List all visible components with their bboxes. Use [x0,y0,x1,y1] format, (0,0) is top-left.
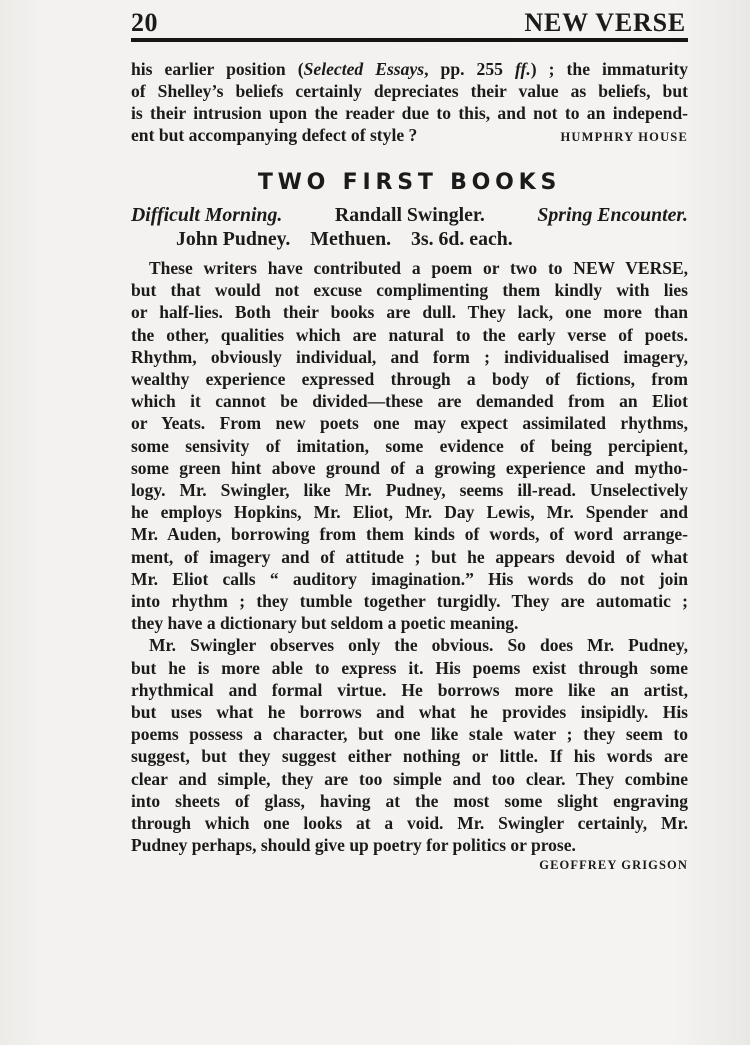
price: 3s. 6d. each. [411,228,513,250]
previous-article-line: his earlier position (Selected Essays, pp. 255 ff.) ; the immaturity [131,59,689,79]
review-line: logy. Mr. Swingler, like Mr. Pudney, seems ill-read. Unselectively [131,480,688,501]
review-line: Mr. Swingler observes only the obvious. So does Mr. Pudney, [149,635,688,656]
review-line: some sensivity of imitation, some evidence of being percipient, [131,435,688,456]
book-two-author: John Pudney. [176,228,291,250]
review-author: GEOFFREY GRIGSON [539,858,688,872]
review-line: ment, of imagery and of attitude ; but he appears devoid of what [131,546,688,567]
previous-article-author: HUMPHRY HOUSE [560,130,688,144]
review-body [131,257,688,856]
review-paragraph [131,634,688,856]
book-one-author: Randall Swingler. [334,204,485,226]
review-line: Pudney perhaps, should give up poetry for politics or prose. [131,835,576,856]
review-line: poems possess a character, but one like stale water ; they seem to [131,724,688,745]
header-rule [131,38,688,42]
review-line: but he is more able to express it. His poems exist through some [131,657,688,678]
review-line: wealthy experience expressed through a body of fictions, from [131,369,688,390]
review-line: rhythmical and formal virtue. He borrows more like an artist, [131,679,688,700]
journal-title: NEW VERSE [524,8,686,37]
review-line: they have a dictionary but seldom a poetic meaning. [131,613,519,634]
book-details [131,203,688,251]
book-one-title: Difficult Morning. [131,204,283,226]
previous-article-ending [131,58,688,148]
review-line: Rhythm, obviously individual, and form ; individualised imagery, [131,346,688,367]
page-header [131,6,688,40]
review-line: or half-lies. Both their books are dull. They lack, one more than [131,302,688,323]
review-line: but that would not excuse complimenting them kindly with lies [131,280,688,301]
review-line: but uses what he borrows and what he provides insipidly. His [131,702,688,723]
review-line: which it cannot be divided—these are demanded from an Eliot [131,391,688,412]
book-details-line [131,227,688,251]
review-line: into rhythm ; they tumble together turgidly. They are automatic ; [131,591,688,612]
previous-article-line: ent but accompanying defect of style ? [131,125,418,145]
book-details-line [131,203,688,227]
review-line: the other, qualities which are natural to the early verse of poets. [131,324,688,345]
book-two-title: Spring Encounter. [537,204,688,226]
review-line: Mr. Auden, borrowing from them kinds of words, of word arrange- [131,524,688,545]
section-heading: TWO FIRST BOOKS [257,170,562,195]
publisher: Methuen. [310,228,392,250]
review-line: he employs Hopkins, Mr. Eliot, Mr. Day Lewis, Mr. Spender and [131,502,688,523]
review-line: Mr. Eliot calls “ auditory imagination.” His words do not join [131,568,688,589]
review-line: or Yeats. From new poets one may expect assimilated rhythms, [131,413,688,434]
review-line: through which one looks at a void. Mr. Swingler certainly, Mr. [131,813,688,834]
previous-article-line: is their intrusion upon the reader due to this, and not to an independ- [131,103,688,123]
previous-article-line: of Shelley’s beliefs certainly depreciates their value as beliefs, but [131,81,688,101]
review-line: some green hint above ground of a growing experience and mytho- [131,457,688,478]
review-paragraph [131,257,688,634]
page-number: 20 [131,8,158,37]
review-line: clear and simple, they are too simple and too clear. They combine [131,768,688,789]
review-line: into sheets of glass, having at the most some slight engraving [131,790,688,811]
review-line: These writers have contributed a poem or two to NEW VERSE, [149,258,688,278]
review-line: suggest, but they suggest either nothing or little. If his words are [131,746,688,767]
previous-article-last-row [131,124,688,148]
